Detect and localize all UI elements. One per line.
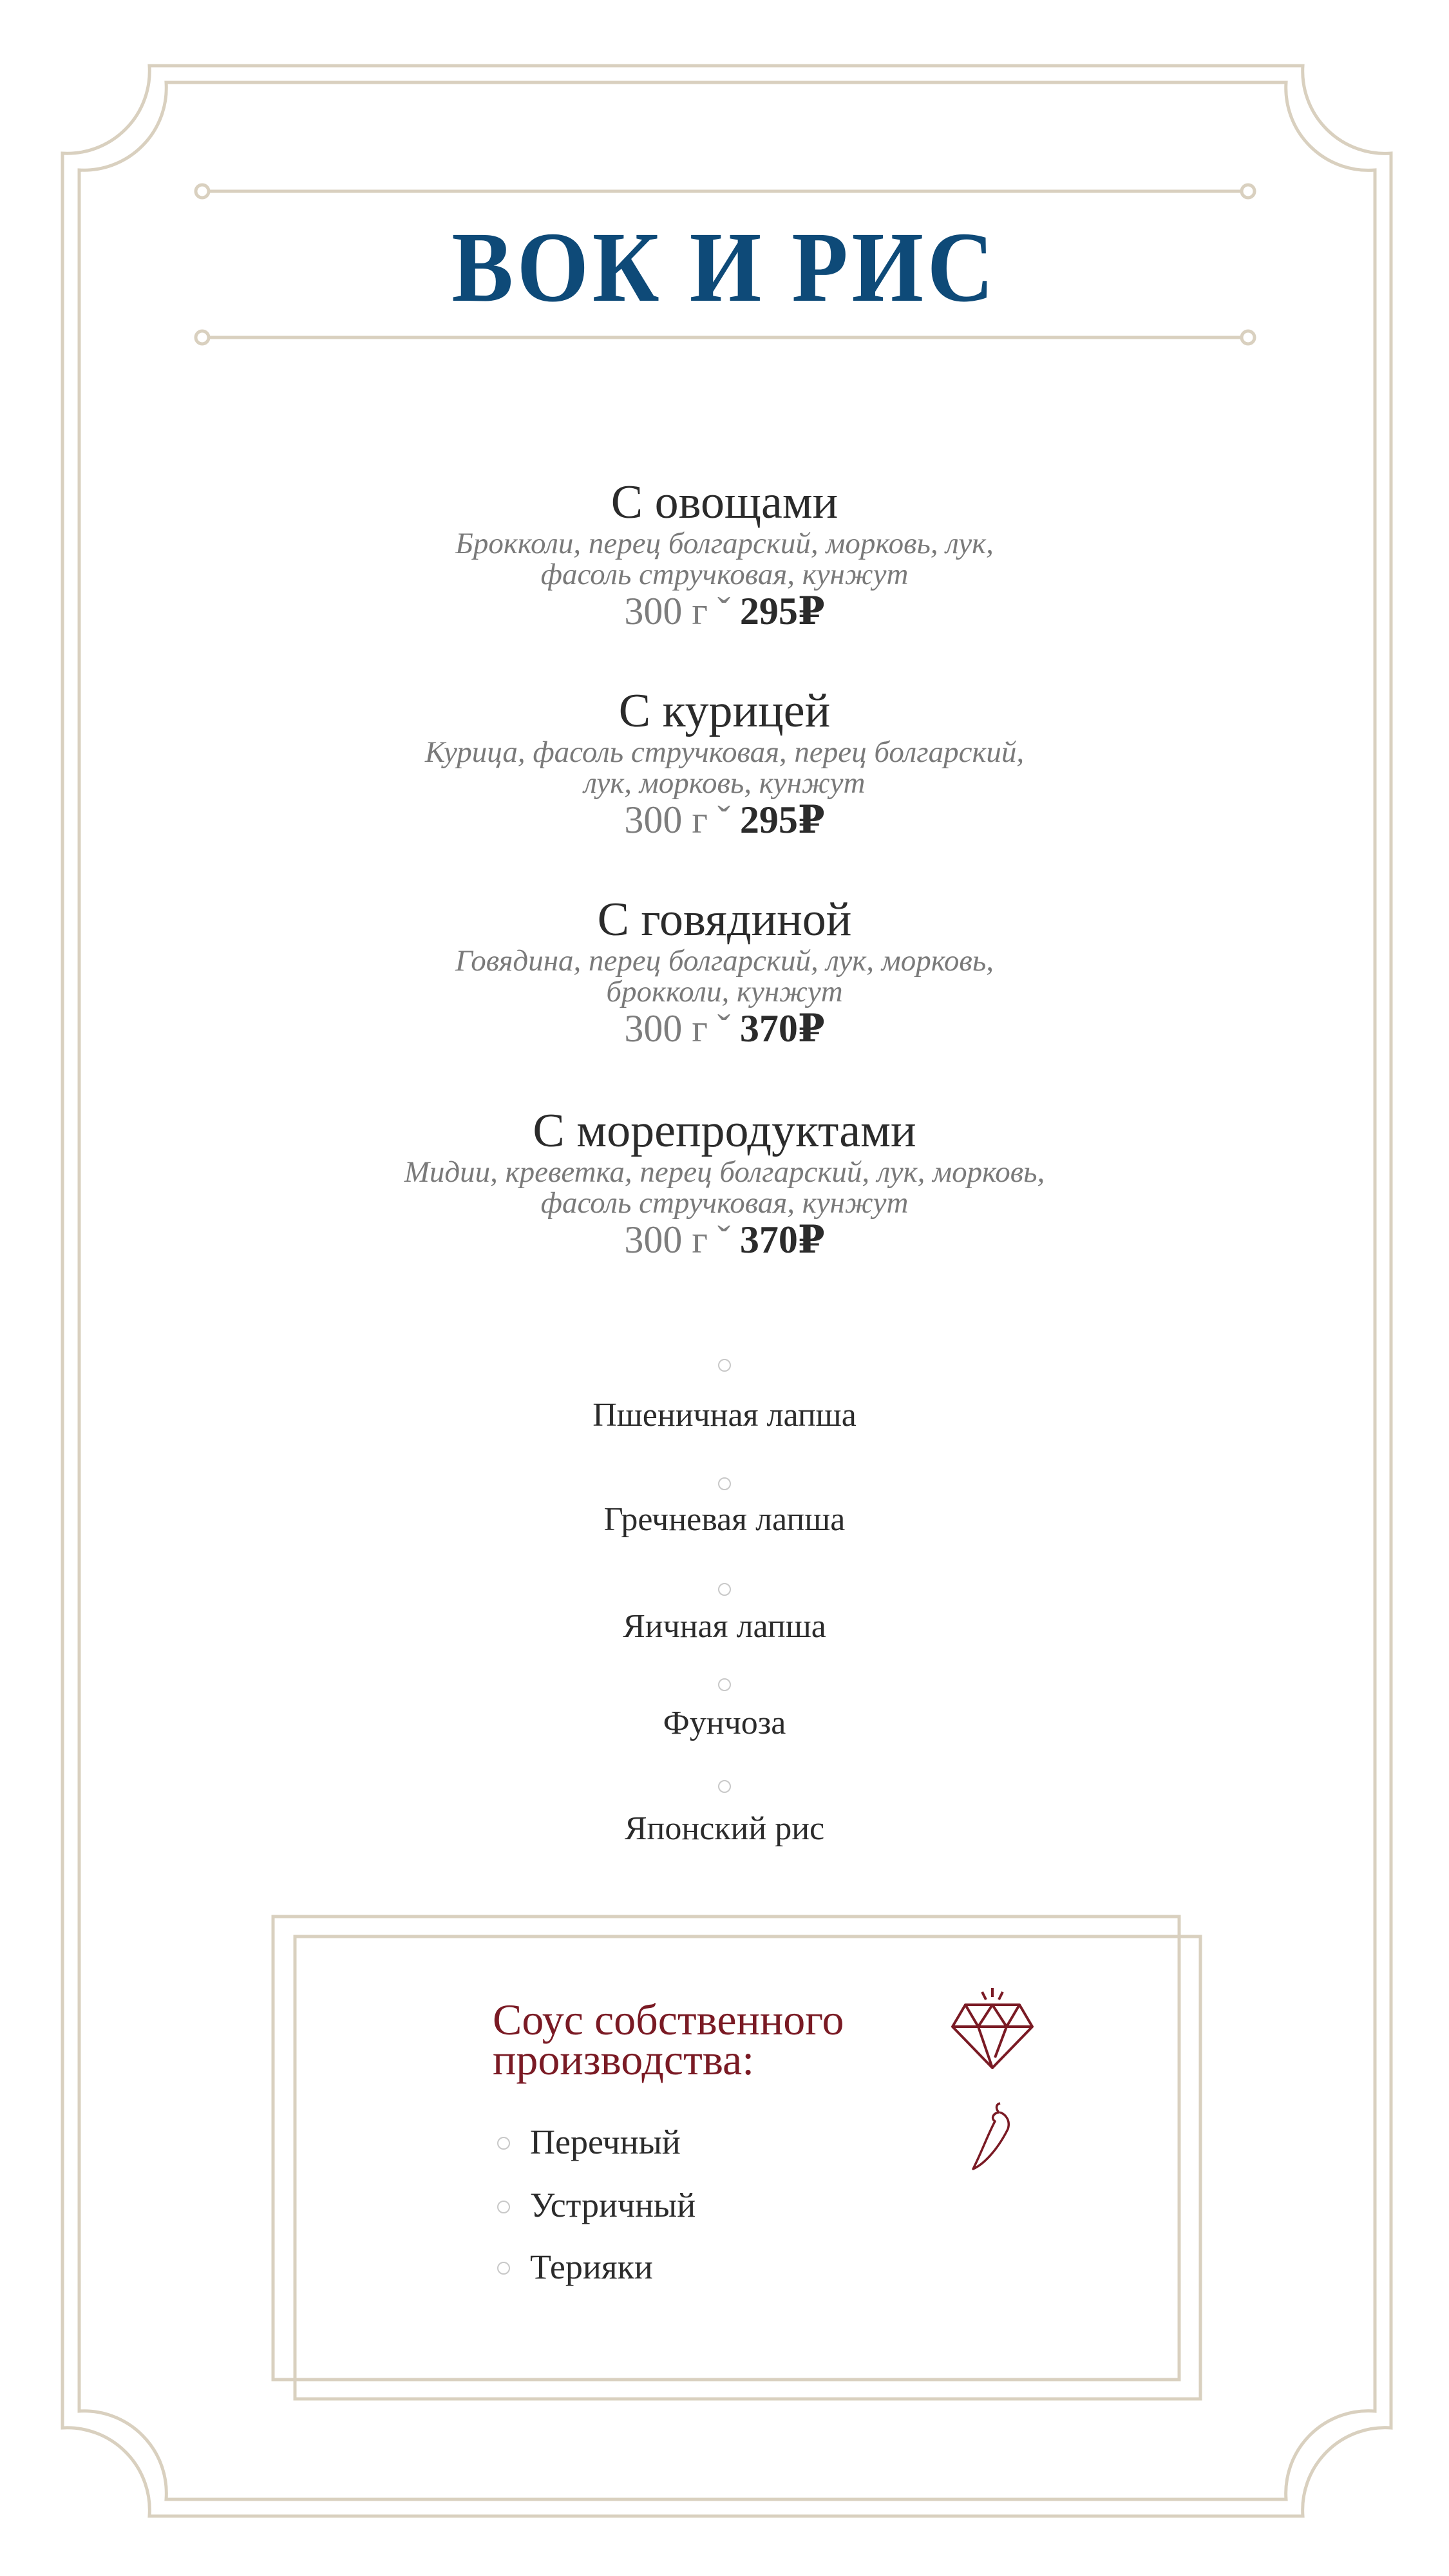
dish-price-line [0, 590, 1449, 632]
dish-name: С овощами [611, 476, 838, 529]
dish-name: С говядиной [597, 893, 852, 946]
dish-description: фасоль стручковая, кунжут [540, 1186, 909, 1220]
dish-description: Мидии, креветка, перец болгарский, лук, морковь, [404, 1155, 1045, 1189]
circle-bullet-icon [718, 1780, 731, 1793]
dish-weight: 300 г [624, 1007, 708, 1050]
dish-description: Брокколи, перец болгарский, морковь, лук, [455, 527, 994, 560]
dish-description: Курица, фасоль стручковая, перец болгарский, [424, 735, 1025, 769]
circle-bullet-icon [718, 1477, 731, 1490]
circle-bullet-icon [497, 2262, 510, 2275]
dish-description: лук, морковь, кунжут [583, 766, 866, 800]
dish-item [0, 477, 1449, 632]
dish-name: С морепродуктами [533, 1104, 916, 1157]
separator-icon: ˇ [717, 799, 730, 841]
dish-price: 295₽ [739, 590, 825, 632]
dish-item [0, 685, 1449, 841]
dish-price: 370₽ [739, 1007, 825, 1050]
chili-pepper-icon [969, 2101, 1016, 2173]
base-option: Японский рис [624, 1810, 825, 1847]
base-option: Яичная лапша [623, 1608, 826, 1645]
sauce-item: Перечный [530, 2123, 681, 2161]
dish-price-line [0, 1007, 1449, 1050]
dish-weight: 300 г [624, 590, 708, 632]
dish-description: фасоль стручковая, кунжут [540, 558, 909, 591]
dish-description: брокколи, кунжут [606, 975, 843, 1009]
diamond-icon [950, 1987, 1035, 2070]
dish-name: С курицей [618, 685, 831, 737]
base-option: Пшеничная лапша [592, 1397, 857, 1434]
dish-price-line [0, 799, 1449, 841]
dish-weight: 300 г [624, 1218, 708, 1261]
separator-icon: ˇ [717, 1007, 730, 1050]
dish-item [0, 894, 1449, 1050]
circle-bullet-icon [718, 1678, 731, 1691]
circle-bullet-icon [718, 1583, 731, 1596]
dish-weight: 300 г [624, 799, 708, 841]
circle-bullet-icon [718, 1359, 731, 1372]
sauce-title-line: производства: [493, 2035, 755, 2084]
dish-item [0, 1105, 1449, 1261]
sauce-item: Терияки [530, 2248, 653, 2286]
dish-price-line [0, 1218, 1449, 1261]
base-option: Гречневая лапша [603, 1501, 846, 1538]
base-option: Фунчоза [663, 1705, 786, 1741]
sauce-title-line: Соус собственного [493, 1995, 844, 2044]
dish-description: Говядина, перец болгарский, лук, морковь, [455, 944, 994, 978]
page-title: ВОК И РИС [451, 211, 998, 323]
sauce-title [493, 1995, 844, 2084]
dish-price: 295₽ [739, 799, 825, 841]
circle-bullet-icon [497, 2137, 510, 2150]
separator-icon: ˇ [717, 1218, 730, 1261]
dish-price: 370₽ [739, 1218, 825, 1261]
separator-icon: ˇ [717, 590, 730, 632]
sauce-item: Устричный [530, 2186, 696, 2224]
circle-bullet-icon [497, 2201, 510, 2213]
